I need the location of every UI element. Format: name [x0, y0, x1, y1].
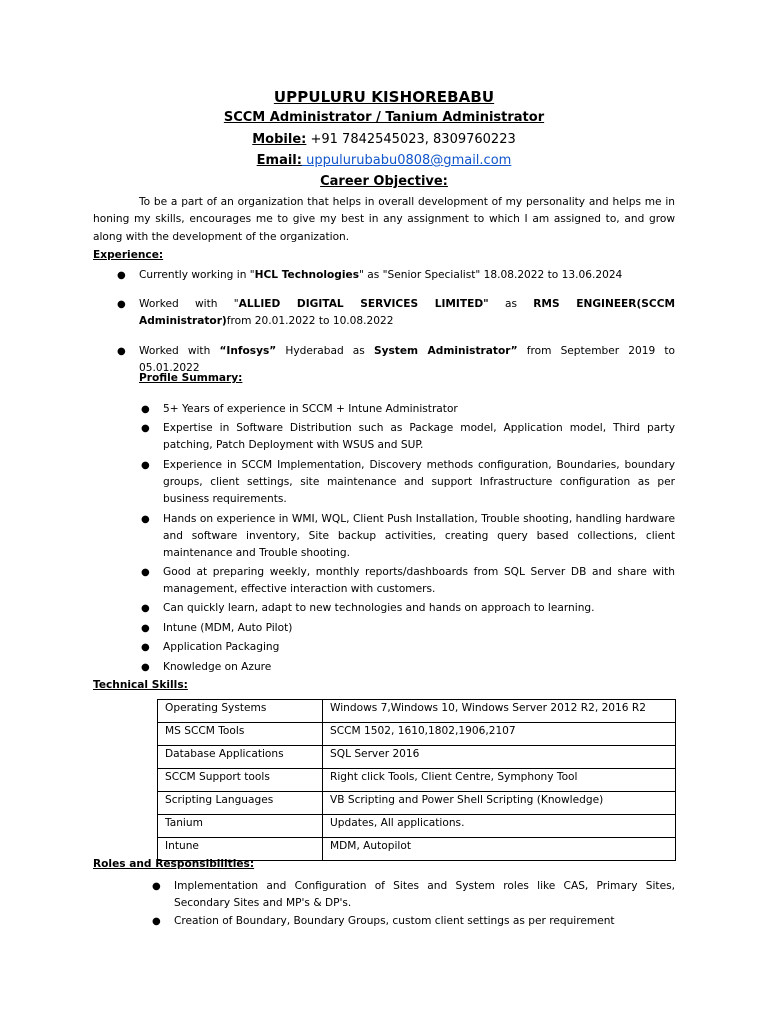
table-row: MS SCCM Tools SCCM 1502, 1610,1802,1906,2107 — [158, 723, 676, 746]
bullet-icon: ● — [141, 514, 150, 525]
experience-item: ● Worked with “Infosys” Hyderabad as System Administrator” from September 2019 to 05.01.2022 — [117, 345, 675, 374]
objective-heading: Career Objective: — [320, 174, 448, 189]
table-row: Operating Systems Windows 7,Windows 10, Windows Server 2012 R2, 2016 R2 — [158, 700, 676, 723]
profile-item: ● Good at preparing weekly, monthly reports/dashboards from SQL Server DB and share with management, effective interaction with customers. — [141, 566, 675, 595]
email-link[interactable]: uppulurubabu0808@gmail.com — [301, 153, 512, 168]
profile-item: ● 5+ Years of experience in SCCM + Intune Administrator — [163, 401, 675, 418]
email-label: Email: — [256, 153, 302, 168]
bullet-icon: ● — [141, 404, 150, 415]
mobile-line — [0, 132, 768, 147]
candidate-name: UPPULURU KISHOREBABU — [273, 88, 495, 106]
profile-item: ● Intune (MDM, Auto Pilot) — [163, 620, 675, 637]
mobile-value: +91 7842545023, 8309760223 — [306, 132, 516, 147]
bullet-icon: ● — [117, 270, 126, 281]
bullet-icon: ● — [141, 642, 150, 653]
bullet-icon: ● — [141, 623, 150, 634]
experience-item: ● Currently working in "HCL Technologies" as "Senior Specialist" 18.08.2022 to 13.06.2024 — [139, 267, 675, 284]
roles-item: ● Creation of Boundary, Boundary Groups, custom client settings as per requirement — [174, 913, 675, 930]
bullet-icon: ● — [141, 603, 150, 614]
profile-item: ● Experience in SCCM Implementation, Discovery methods configuration, Boundaries, boundary groups, client settings, site maintenance and support Infrastructure configuration as per business requirements. — [141, 459, 675, 505]
profile-summary-heading: Profile Summary: — [139, 372, 243, 384]
table-row: Scripting Languages VB Scripting and Power Shell Scripting (Knowledge) — [158, 792, 676, 815]
technical-skills-heading: Technical Skills: — [93, 679, 188, 691]
profile-item: ● Application Packaging — [163, 639, 675, 656]
technical-skills-table — [157, 699, 676, 861]
candidate-role: SCCM Administrator / Tanium Administrator — [223, 110, 545, 125]
bullet-icon: ● — [141, 460, 150, 471]
bullet-icon: ● — [141, 423, 150, 434]
bullet-icon: ● — [152, 881, 161, 892]
bullet-icon: ● — [141, 567, 150, 578]
table-row: Database Applications SQL Server 2016 — [158, 746, 676, 769]
roles-heading: Roles and Responsibilities: — [93, 858, 255, 870]
profile-item: ● Expertise in Software Distribution such as Package model, Application model, Third party patching, Patch Deployment with WSUS and SUP. — [141, 422, 675, 451]
experience-heading: Experience: — [93, 249, 164, 261]
roles-item: ● Implementation and Configuration of Sites and System roles like CAS, Primary Sites, Secondary Sites and MP's & DP's. — [152, 880, 675, 909]
table-row: SCCM Support tools Right click Tools, Client Centre, Symphony Tool — [158, 769, 676, 792]
bullet-icon: ● — [117, 346, 126, 357]
objective-paragraph: To be a part of an organization that helps in overall development of my personality and helps me in honing my skills, encourages me to give my best in any assignment to which I am assigned to, and grow along with the development of the organization. — [93, 196, 675, 243]
bullet-icon: ● — [152, 916, 161, 927]
table-row: Intune MDM, Autopilot — [158, 838, 676, 861]
profile-item: ● Hands on experience in WMI, WQL, Client Push Installation, Trouble shooting, handling hardware and software inventory, Site backup activities, creating query based collections, client maintenance and Trouble shooting. — [141, 513, 675, 559]
profile-item: ● Knowledge on Azure — [163, 659, 675, 676]
mobile-label: Mobile: — [252, 132, 307, 147]
table-row: Tanium Updates, All applications. — [158, 815, 676, 838]
experience-item: ● Worked with "ALLIED DIGITAL SERVICES LIMITED" as RMS ENGINEER(SCCM Administrator)from 20.01.2022 to 10.08.2022 — [117, 298, 676, 327]
email-line — [0, 153, 768, 168]
bullet-icon: ● — [117, 299, 126, 310]
bullet-icon: ● — [141, 662, 150, 673]
profile-item: ● Can quickly learn, adapt to new technologies and hands on approach to learning. — [163, 600, 675, 617]
